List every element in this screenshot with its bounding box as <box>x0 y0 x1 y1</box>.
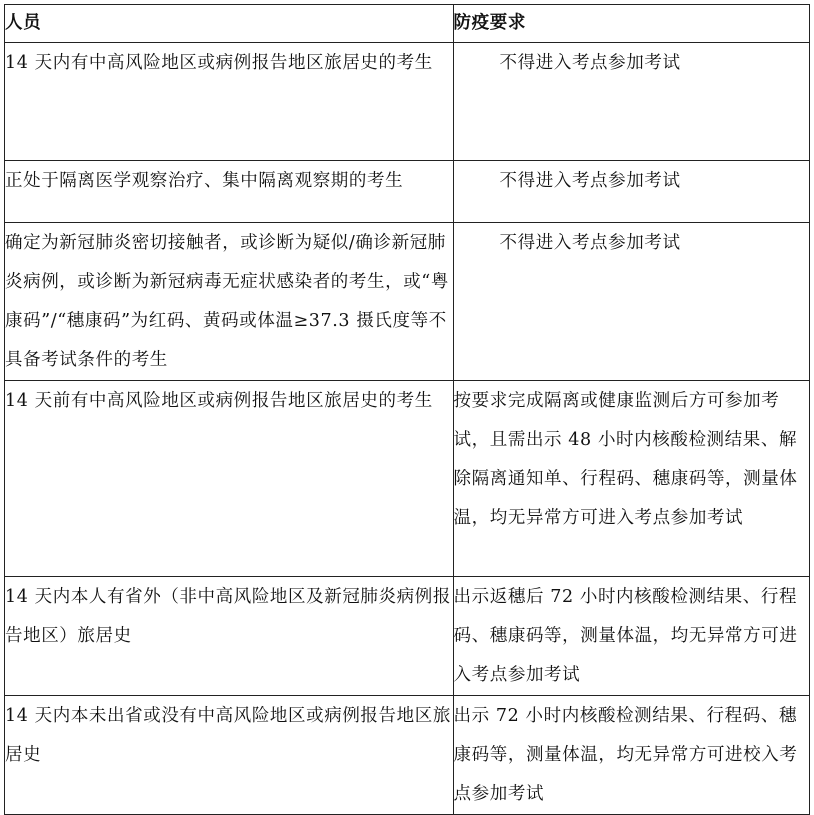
table-header-row <box>5 5 810 43</box>
requirement-cell <box>453 577 809 696</box>
table-row <box>5 43 810 161</box>
epidemic-requirements-table <box>4 4 810 815</box>
requirement-text: 按要求完成隔离或健康监测后方可参加考试，且需出示 48 小时内核酸检测结果、解除隔离通知单、行程码、穗康码等，测量体温，均无异常方可进入考点参加考试 <box>453 391 798 528</box>
person-text: 14 天内本人有省外（非中高风险地区及新冠肺炎病例报告地区）旅居史 <box>5 587 451 646</box>
table-row <box>5 381 810 577</box>
table-row <box>5 577 810 696</box>
person-cell <box>5 161 454 223</box>
requirement-cell <box>453 696 809 815</box>
person-cell <box>5 223 454 381</box>
person-cell <box>5 696 454 815</box>
person-cell <box>5 43 454 161</box>
person-text: 14 天内有中高风险地区或病例报告地区旅居史的考生 <box>5 53 433 73</box>
requirement-cell <box>453 223 809 381</box>
header-requirement: 防疫要求 <box>453 5 809 43</box>
requirement-text: 出示 72 小时内核酸检测结果、行程码、穗康码等，测量体温，均无异常方可进校入考点参加考试 <box>453 706 798 804</box>
requirement-text: 不得进入考点参加考试 <box>499 53 681 73</box>
requirement-cell <box>453 43 809 161</box>
requirement-text: 出示返穗后 72 小时内核酸检测结果、行程码、穗康码等，测量体温，均无异常方可进入考点参加考试 <box>453 587 798 685</box>
requirement-cell <box>453 161 809 223</box>
person-cell <box>5 381 454 577</box>
table-row <box>5 161 810 223</box>
requirement-text: 不得进入考点参加考试 <box>499 233 681 253</box>
requirement-cell <box>453 381 809 577</box>
person-text: 14 天前有中高风险地区或病例报告地区旅居史的考生 <box>5 391 433 411</box>
person-text: 正处于隔离医学观察治疗、集中隔离观察期的考生 <box>5 171 404 191</box>
table-row <box>5 223 810 381</box>
table-row <box>5 696 810 815</box>
person-text: 14 天内本未出省或没有中高风险地区或病例报告地区旅居史 <box>5 706 451 765</box>
requirement-text: 不得进入考点参加考试 <box>499 171 681 191</box>
header-person: 人员 <box>5 5 454 43</box>
person-cell <box>5 577 454 696</box>
person-text: 确定为新冠肺炎密切接触者，或诊断为疑似/确诊新冠肺炎病例，或诊断为新冠病毒无症状感染者的考生，或“粤康码”/“穗康码”为红码、黄码或体温≥37.3 摄氏度等不具备考试条件的考生 <box>5 233 449 370</box>
